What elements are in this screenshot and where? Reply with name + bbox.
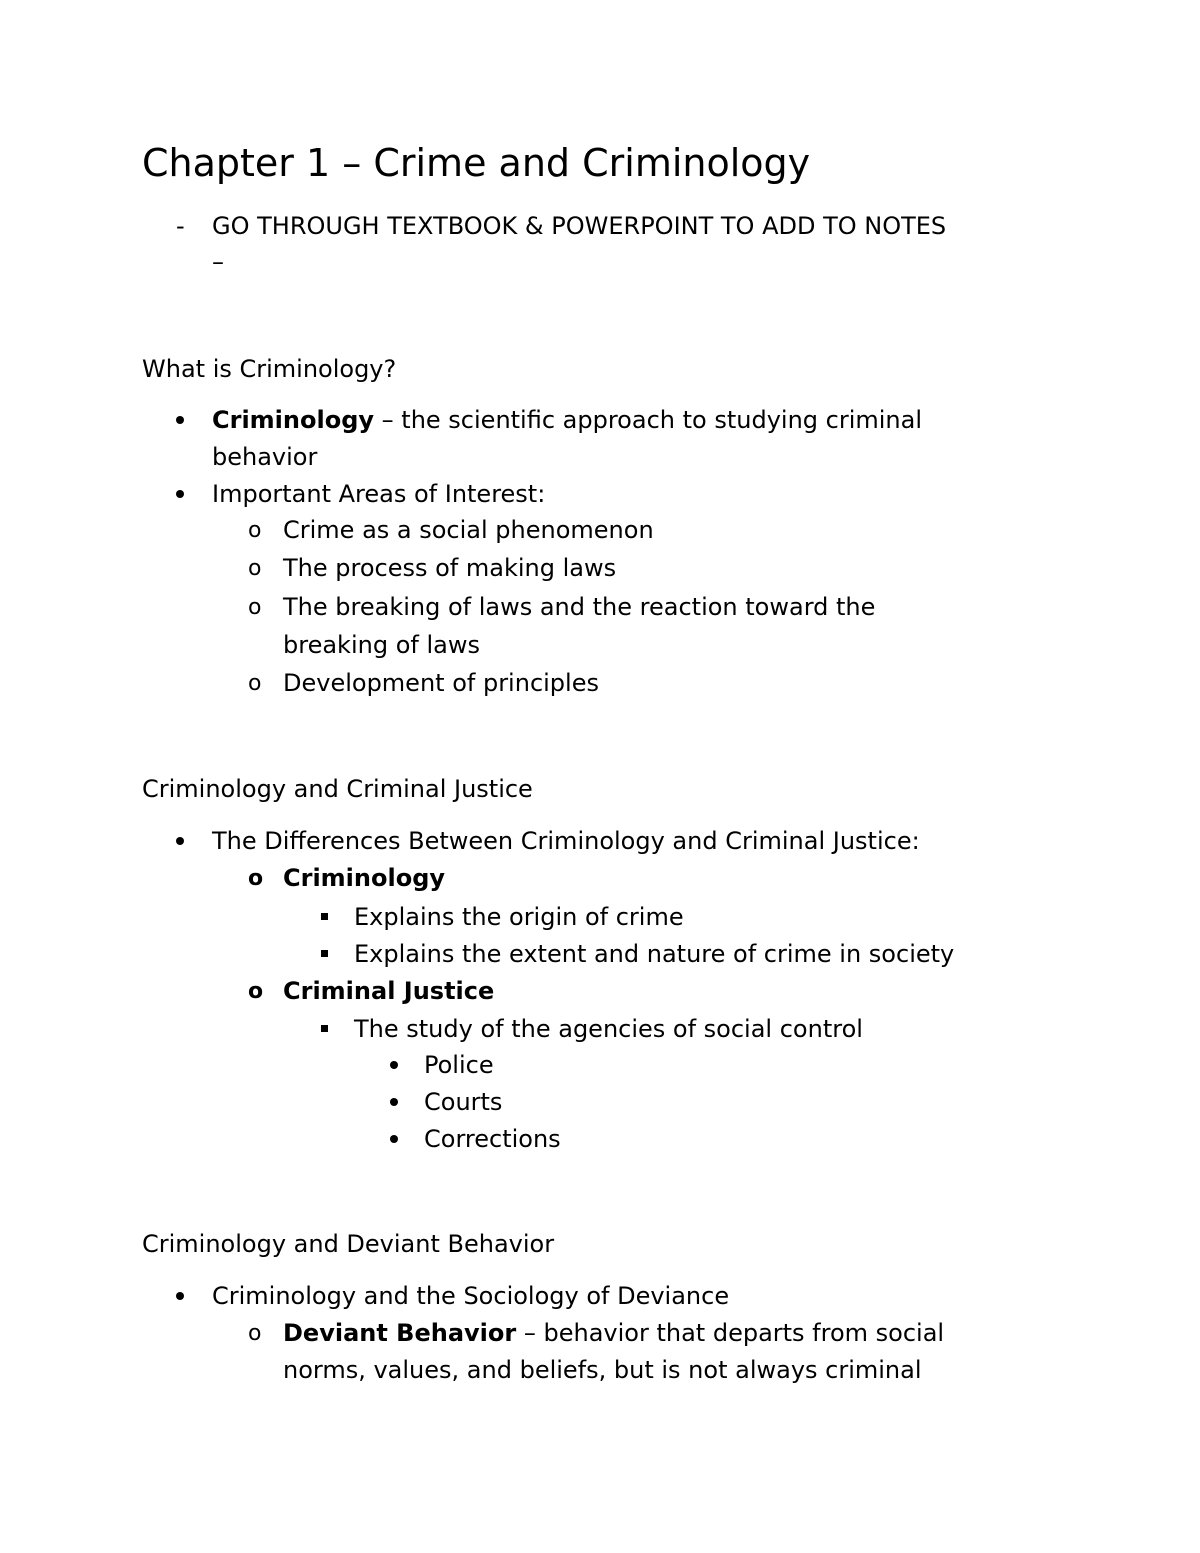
square-bullet-icon bbox=[321, 913, 328, 920]
sub-item-breaking-laws: The breaking of laws and the reaction toward the bbox=[283, 593, 876, 621]
bullet-icon bbox=[390, 1098, 398, 1106]
agency-item-courts: Courts bbox=[424, 1088, 503, 1116]
page-title: Chapter 1 – Crime and Criminology bbox=[142, 141, 811, 185]
section-heading-what-is-criminology: What is Criminology? bbox=[142, 355, 397, 383]
sub-item-deviant-behavior bbox=[283, 1315, 944, 1351]
intro-note-line1: GO THROUGH TEXTBOOK & POWERPOINT TO ADD TO NOTES bbox=[212, 212, 947, 240]
section-heading-criminology-criminal-justice: Criminology and Criminal Justice bbox=[142, 775, 533, 803]
sub-item-making-laws: The process of making laws bbox=[283, 554, 617, 582]
intro-note-line2: – bbox=[212, 248, 224, 276]
sub-item-development-principles: Development of principles bbox=[283, 669, 599, 697]
term-criminology: Criminology bbox=[212, 406, 375, 434]
sub-bullet-marker: o bbox=[248, 595, 262, 620]
sub-sub-item-origin: Explains the origin of crime bbox=[354, 903, 684, 931]
sub-sub-item-agencies: The study of the agencies of social control bbox=[354, 1015, 863, 1043]
list-item-continuation: behavior bbox=[212, 443, 318, 471]
term-criminology-sub: Criminology bbox=[283, 864, 446, 892]
sub-bullet-marker: o bbox=[248, 518, 262, 543]
sub-sub-item-extent: Explains the extent and nature of crime in society bbox=[354, 940, 955, 968]
bullet-icon bbox=[176, 416, 184, 424]
bullet-icon bbox=[176, 837, 184, 845]
sub-bullet-marker: o bbox=[248, 979, 264, 1004]
bullet-icon bbox=[176, 490, 184, 498]
sub-item-criminal-justice bbox=[283, 973, 494, 1009]
bullet-icon bbox=[390, 1135, 398, 1143]
square-bullet-icon bbox=[321, 1025, 328, 1032]
list-item-criminology-definition bbox=[212, 402, 922, 438]
list-item-sociology-deviance: Criminology and the Sociology of Deviance bbox=[212, 1282, 730, 1310]
sub-item-crime-social-phenomenon: Crime as a social phenomenon bbox=[283, 516, 654, 544]
sub-item-continuation: breaking of laws bbox=[283, 631, 480, 659]
square-bullet-icon bbox=[321, 950, 328, 957]
definition-text: – the scientific approach to studying criminal bbox=[374, 406, 922, 434]
term-criminal-justice: Criminal Justice bbox=[283, 977, 495, 1005]
bullet-icon bbox=[176, 1292, 184, 1300]
sub-bullet-marker: o bbox=[248, 556, 262, 581]
sub-bullet-marker: o bbox=[248, 1321, 262, 1346]
sub-bullet-marker: o bbox=[248, 671, 262, 696]
sub-item-criminology bbox=[283, 860, 445, 896]
term-deviant-behavior: Deviant Behavior bbox=[283, 1319, 517, 1347]
agency-item-police: Police bbox=[424, 1051, 494, 1079]
section-heading-deviant-behavior: Criminology and Deviant Behavior bbox=[142, 1230, 555, 1258]
sub-bullet-marker: o bbox=[248, 866, 264, 891]
agency-item-corrections: Corrections bbox=[424, 1125, 561, 1153]
list-item-differences: The Differences Between Criminology and Criminal Justice: bbox=[212, 827, 920, 855]
list-item-areas-of-interest: Important Areas of Interest: bbox=[212, 480, 546, 508]
definition-text: – behavior that departs from social bbox=[516, 1319, 945, 1347]
intro-dash-marker: - bbox=[176, 212, 185, 240]
sub-item-continuation: norms, values, and beliefs, but is not always criminal bbox=[283, 1356, 922, 1384]
bullet-icon bbox=[390, 1061, 398, 1069]
